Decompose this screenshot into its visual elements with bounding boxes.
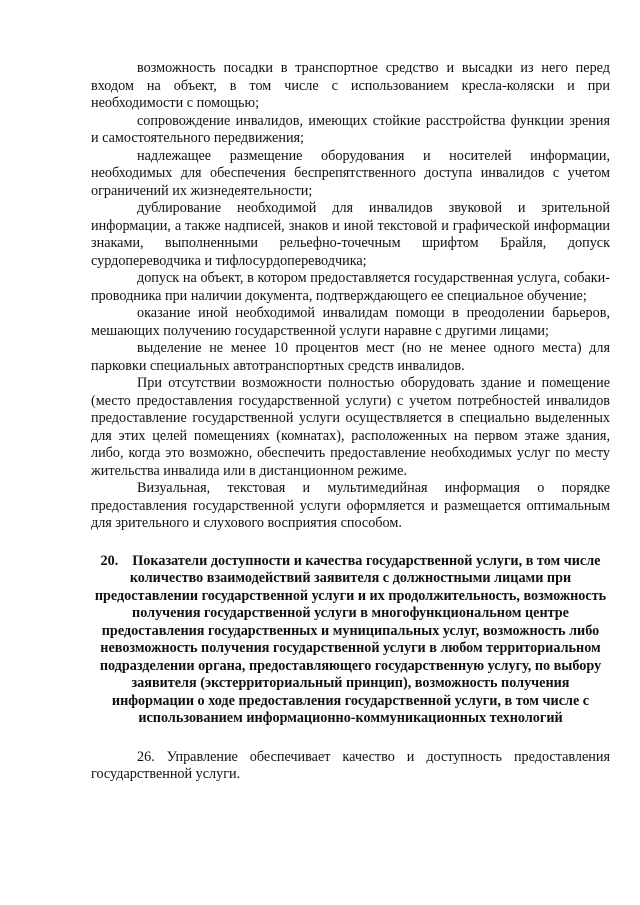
paragraph-assistance: оказание иной необходимой инвалидам помощи в преодолении барьеров, мешающих получению государственной услуги наравне с другими лицами; — [91, 305, 610, 339]
paragraph-braille: дублирование необходимой для инвалидов звуковой и зрительной информации, а также надписей, знаков и иной текстовой и графической информации знаками, выполненными рельефно-точечным шрифтом Брайля, допуск сурдопереводчика и тифлосурдопереводчика; — [91, 200, 610, 269]
document-body — [91, 60, 610, 784]
section-title: Показатели доступности и качества государственной услуги, в том числе количество взаимодействий заявителя с должностными лицами при предоставлении государственной услуги и их продолжительность, возможность получения государственной услуги в многофункциональном центре предоставления государственных и муниципальных услуг, возможность либо невозможность получения государственной услуги в любом территориальном подразделении органа, предоставляющего государственную услугу, по выбору заявителя (экстерриториальный принцип), возможность получения информации о ходе предоставления государственной услуги, в том числе с использованием информационно-коммуникационных технологий — [94, 552, 607, 726]
paragraph-alternative-premises: При отсутствии возможности полностью оборудовать здание и помещение (место предоставления государственной услуги) с учетом потребностей инвалидов предоставление государственной услуги осуществляется в специально выделенных для этих целей помещениях (комнатах), расположенных на первом этаже здания, либо, когда это возможно, обеспечить предоставление необходимых услуг по месту жительства инвалида или в дистанционном режиме. — [91, 375, 610, 479]
paragraph-guide-dog: допуск на объект, в котором предоставляется государственная услуга, собаки-проводника при наличии документа, подтверждающего ее специальное обучение; — [91, 270, 610, 304]
paragraph-quality: 26. Управление обеспечивает качество и доступность предоставления государственной услуги. — [91, 748, 610, 782]
section-number: 20. — [100, 552, 119, 569]
paragraph-boarding: возможность посадки в транспортное средство и высадки из него перед входом на объект, в том числе с использованием кресла-коляски и при необходимости с помощью; — [91, 60, 610, 111]
section-heading — [91, 553, 610, 728]
paragraph-visual-info: Визуальная, текстовая и мультимедийная информация о порядке предоставления государственной услуги оформляется и размещается оптимальным для зрительного и слухового восприятия способом. — [91, 480, 610, 531]
paragraph-equipment: надлежащее размещение оборудования и носителей информации, необходимых для обеспечения беспрепятственного доступа инвалидов с учетом ограничений их жизнедеятельности; — [91, 147, 610, 199]
paragraph-escort: сопровождение инвалидов, имеющих стойкие расстройства функции зрения и самостоятельного передвижения; — [91, 112, 610, 146]
paragraph-parking: выделение не менее 10 процентов мест (но не менее одного места) для парковки специальных автотранспортных средств инвалидов. — [91, 340, 610, 374]
